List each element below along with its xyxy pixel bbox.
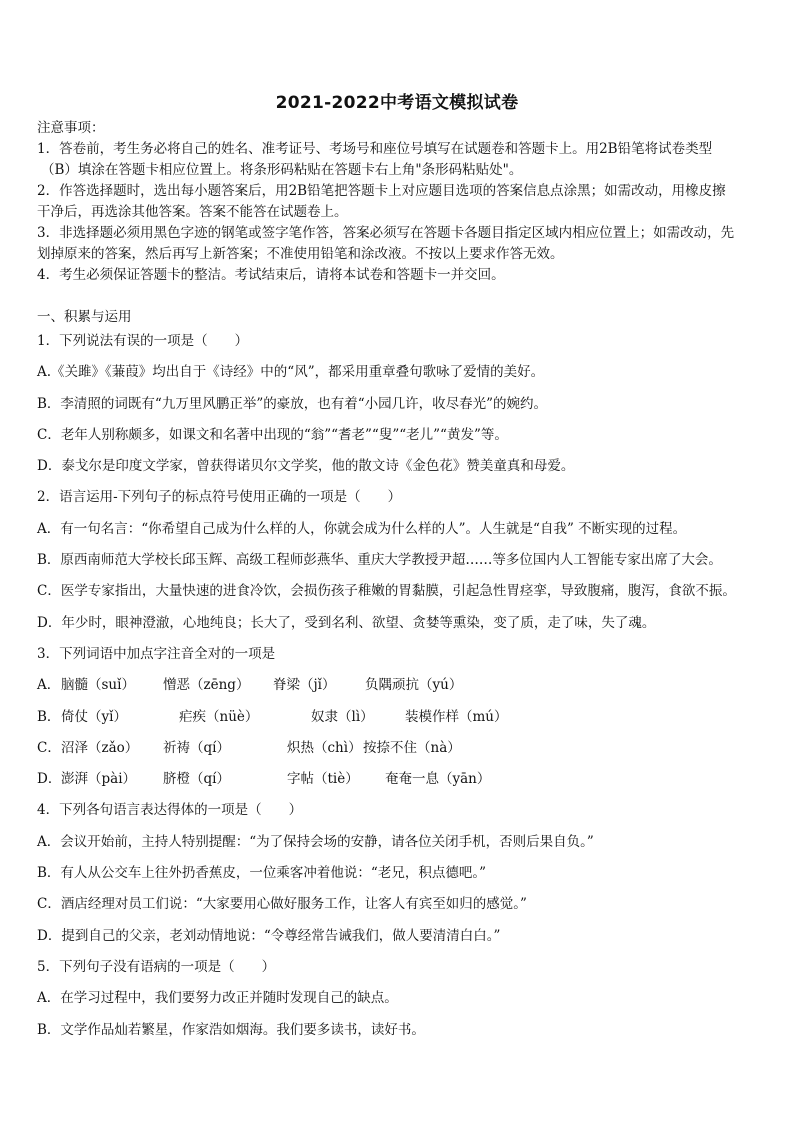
notice-line: （B）填涂在答题卡相应位置上。将条形码粘贴在答题卡右上角"条形码粘贴处"。 — [41, 162, 523, 178]
notice-line: 1．答卷前，考生务必将自己的姓名、准考证号、考场号和座位号填写在试题卷和答题卡上。用2B铅笔将试卷类型 — [37, 141, 713, 157]
notice-block — [37, 118, 759, 286]
option-word: 澎湃（pài） — [61, 771, 137, 788]
option-word: 负隅顽抗（yú） — [365, 677, 463, 694]
option-word: 脊梁（jǐ） — [273, 677, 336, 694]
notice-heading: 注意事项： — [37, 120, 105, 136]
option-word: 倚仗（yǐ） — [61, 708, 127, 725]
question-option: C．老年人别称颇多，如课文和名著中出现的“翁”“耆老”“叟”“老儿”“黄发”等。 — [37, 426, 508, 443]
notice-line: 干净后，再选涂其他答案。答案不能答在试题卷上。 — [37, 204, 348, 220]
option-word: 装模作样（mú） — [405, 708, 508, 725]
question-option: B．文学作品灿若繁星，作家浩如烟海。我们要多读书，读好书。 — [37, 1021, 425, 1038]
option-word: 字帖（tiè） — [287, 771, 359, 788]
question-option: B．原西南师范大学校长邱玉辉、高级工程师彭燕华、重庆大学教授尹超……等多位国内人工智能专家出席了大会。 — [37, 552, 722, 569]
question-option — [37, 769, 759, 800]
question-option: A.《关雎》《蒹葭》均出自于《诗经》中的“风”，都采用重章叠句歌咏了爱情的美好。 — [37, 364, 545, 381]
question-stem: 2．语言运用-下列句子的标点符号使用正确的一项是（ ） — [37, 489, 402, 506]
option-word: 炽热（chì） — [287, 739, 362, 756]
notice-line: 4．考生必须保证答题卡的整洁。考试结束后，请将本试卷和答题卡一并交回。 — [37, 267, 505, 283]
question-option: C．医学专家指出，大量快速的进食冷饮，会损伤孩子稚嫩的胃黏膜，引起急性胃痉挛，导致腹痛，腹泻，食欲不振。 — [37, 583, 736, 600]
option-word: 沼泽（zǎo） — [61, 739, 139, 756]
page-title: 2021-2022中考语文模拟试卷 — [275, 93, 519, 113]
question-option — [37, 738, 759, 769]
question-option: C．酒店经理对员工们说：“大家要用心做好服务工作，让客人有宾至如归的感觉。” — [37, 896, 527, 913]
option-letter: A． — [37, 677, 61, 694]
option-word: 脐橙（qí） — [163, 771, 230, 788]
option-letter: D． — [37, 771, 62, 788]
question-stem: 5．下列句子没有语病的一项是（ ） — [37, 958, 276, 975]
question-list — [37, 331, 759, 1051]
question-option: D．年少时，眼神澄澈，心地纯良；长大了，受到名利、欲望、贪婪等熏染，变了质，走了味，失了魂。 — [37, 614, 656, 631]
option-word: 奴隶（lì） — [311, 708, 374, 725]
question-option: D．泰戈尔是印度文学家，曾获得诺贝尔文学奖，他的散文诗《金色花》赞美童真和母爱。 — [37, 458, 575, 475]
question-stem: 1．下列说法有误的一项是（ ） — [37, 333, 249, 349]
question-option: A．会议开始前，主持人特别提醒：“为了保持会场的安静，请各位关闭手机，否则后果自负。” — [37, 833, 594, 850]
question-stem: 4．下列各句语言表达得体的一项是（ ） — [37, 802, 303, 819]
question-option — [37, 675, 759, 706]
option-word: 按捺不住（nà） — [363, 739, 461, 756]
section-title: 一、积累与运用 — [37, 309, 132, 325]
question-stem: 3．下列词语中加点字注音全对的一项是 — [37, 645, 276, 662]
notice-line: 3．非选择题必须用黑色字迹的钢笔或签字笔作答，答案必须写在答题卡各题目指定区域内相应位置上；如需改动，先 — [37, 225, 735, 241]
option-word: 疟疾（nüè） — [179, 708, 259, 725]
question-option: B．李清照的词既有“九万里风鹏正举”的豪放，也有着“小园几许，收尽春光”的婉约。 — [37, 395, 548, 412]
question-option — [37, 707, 759, 738]
question-option: A．有一句名言：“你希望自己成为什么样的人，你就会成为什么样的人”。人生就是“自我” 不断实现的过程。 — [37, 520, 687, 537]
option-letter: C． — [37, 739, 61, 756]
question-option: B．有人从公交车上往外扔香蕉皮，一位乘客冲着他说：“老兄，积点德吧。” — [37, 865, 486, 882]
option-letter: B． — [37, 708, 61, 725]
option-word: 憎恶（zēng） — [163, 677, 250, 694]
option-word: 脑髓（suǐ） — [61, 677, 135, 694]
option-word: 祈祷（qí） — [163, 739, 230, 756]
notice-line: 划掉原来的答案，然后再写上新答案；不准使用铅笔和涂改液。不按以上要求作答无效。 — [37, 246, 564, 262]
question-option: A．在学习过程中，我们要努力改正并随时发现自己的缺点。 — [37, 990, 398, 1007]
notice-line: 2．作答选择题时，选出每小题答案后，用2B铅笔把答题卡上对应题目选项的答案信息点涂黑；如需改动，用橡皮擦 — [37, 183, 726, 199]
option-word: 奄奄一息（yān） — [385, 771, 491, 788]
question-option: D．提到自己的父亲，老刘动情地说：“令尊经常告诫我们，做人要清清白白。” — [37, 927, 501, 944]
